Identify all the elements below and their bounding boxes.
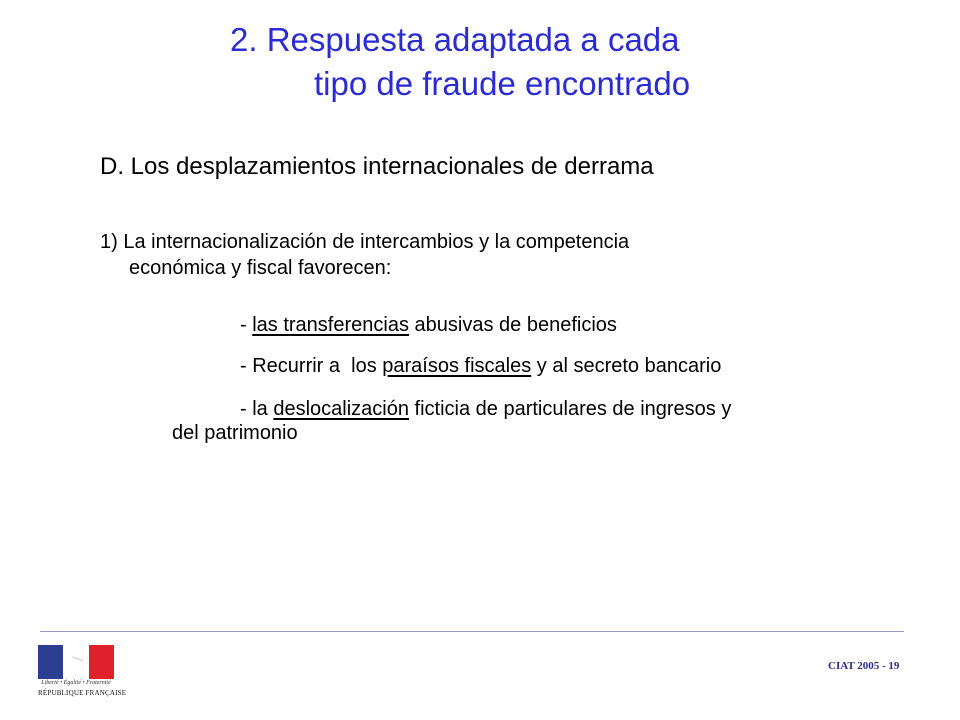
bullet-3-suffix: ficticia de particulares de ingresos y — [408, 398, 732, 420]
bullet-paraisos — [240, 354, 721, 378]
bullet-2-underlined: paraísos fiscales — [382, 355, 532, 377]
section-heading: D. Los desplazamientos internacionales de derrama — [100, 153, 654, 180]
slide-title — [230, 18, 830, 106]
title-line-2: tipo de fraude encontrado — [314, 65, 691, 102]
point-1-line-1: 1) La internacionalización de intercambios y la competencia — [100, 231, 630, 253]
bullet-1-prefix: - — [240, 314, 253, 336]
point-1 — [100, 229, 880, 281]
logo-name: RÉPUBLIQUE FRANÇAISE — [38, 689, 127, 697]
slide-number: CIAT 2005 - 19 — [828, 660, 900, 672]
bullet-3-prefix: - la — [240, 398, 274, 420]
point-1-line-2: económica y fiscal favorecen: — [129, 257, 392, 279]
bullet-1-underlined: las transferencias — [252, 314, 409, 336]
title-line-1: 2. Respuesta adaptada a cada — [230, 21, 680, 58]
bullet-3-line-1 — [172, 397, 912, 421]
republique-francaise-logo — [38, 645, 127, 699]
bullet-2-prefix: - Recurrir a los — [240, 355, 383, 377]
footer-divider — [40, 631, 904, 632]
bullet-2-suffix: y al secreto bancario — [531, 355, 722, 377]
logo-motto: Liberté • Égalité • Fraternité — [41, 680, 111, 686]
bullet-deslocalizacion — [172, 397, 912, 445]
bullet-1-suffix: abusivas de beneficios — [408, 314, 617, 336]
marianne-profile-icon — [58, 649, 92, 677]
bullet-transferencias — [240, 313, 617, 337]
bullet-3-line-2: del patrimonio — [172, 422, 298, 444]
bullet-3-underlined: deslocalización — [273, 398, 409, 420]
